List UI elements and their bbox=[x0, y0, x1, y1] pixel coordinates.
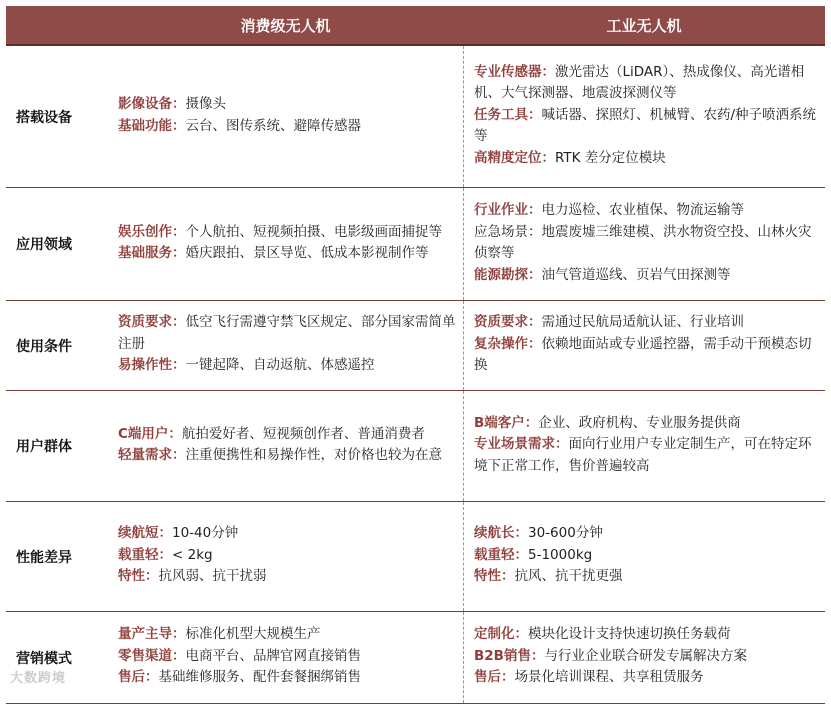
cell-line bbox=[474, 566, 819, 588]
line-value: 基础维修服务、配件套餐捆绑销售 bbox=[158, 669, 361, 686]
line-key: C端用户： bbox=[118, 425, 182, 442]
line-key: 载重轻： bbox=[118, 546, 172, 563]
line-value: 激光雷达（LiDAR）、热成像仪、高光谱相机、大气探测器、地震波探测仪等 bbox=[474, 63, 805, 102]
line-key: 基础功能： bbox=[118, 117, 186, 134]
line-value: 抗风弱、抗干扰弱 bbox=[158, 568, 267, 585]
line-value: 注重便携性和易操作性，对价格也较为在意 bbox=[185, 447, 442, 463]
header-empty bbox=[6, 6, 108, 44]
line-value: 应急场景：地震废墟三维建模、洪水物资空投、山林火灾侦察等 bbox=[474, 223, 812, 261]
line-key: 轻量需求： bbox=[118, 447, 186, 463]
line-key: 载重轻： bbox=[474, 546, 528, 563]
header-industrial: 工业无人机 bbox=[606, 16, 682, 35]
line-value: 与行业企业联合研发专属解决方案 bbox=[544, 647, 747, 664]
table-body bbox=[6, 46, 825, 704]
line-key: 影像设备： bbox=[118, 96, 186, 112]
cell-line bbox=[118, 445, 457, 467]
line-key: 售后： bbox=[118, 669, 159, 686]
cell-line bbox=[474, 334, 819, 377]
line-value: 5-1000kg bbox=[528, 546, 593, 563]
table-header bbox=[6, 6, 825, 46]
line-key: 特性： bbox=[118, 568, 159, 585]
watermark-logo: 大数跨境 bbox=[10, 671, 67, 686]
cell-line bbox=[474, 646, 819, 668]
line-value: 云台、图传系统、避障传感器 bbox=[185, 117, 361, 134]
line-value: 喊话器、探照灯、机械臂、农药/种子喷洒系统等 bbox=[474, 106, 817, 145]
cell-line bbox=[474, 105, 819, 148]
line-key: 专业传感器： bbox=[474, 63, 555, 80]
cell-line bbox=[474, 523, 819, 545]
table-row bbox=[6, 391, 825, 502]
cell-line bbox=[118, 312, 457, 355]
line-value: 油气管道巡线、页岩气田探测等 bbox=[541, 266, 731, 283]
consumer-cell bbox=[108, 46, 463, 187]
line-value: 个人航拍、短视频拍摄、电影级画面捕捉等 bbox=[185, 223, 442, 240]
cell-line bbox=[474, 545, 819, 567]
line-key: 复杂操作： bbox=[474, 335, 542, 352]
industrial-cell bbox=[463, 391, 825, 501]
consumer-cell bbox=[108, 391, 463, 501]
line-key: 售后： bbox=[474, 669, 515, 686]
industrial-cell bbox=[463, 188, 825, 300]
line-value: 摄像头 bbox=[185, 96, 226, 112]
line-value: 30-600分钟 bbox=[528, 525, 603, 542]
cell-line bbox=[118, 424, 457, 446]
line-value: 依赖地面站或专业遥控器，需手动干预模态切换 bbox=[474, 335, 812, 374]
line-key: B2B销售： bbox=[474, 647, 545, 664]
line-key: 零售渠道： bbox=[118, 647, 186, 664]
cell-line bbox=[118, 545, 457, 567]
cell-line bbox=[118, 566, 457, 588]
line-value: 一键起降、自动返航、体感遥控 bbox=[185, 357, 375, 374]
cell-line bbox=[474, 667, 819, 689]
line-value: RTK 差分定位模块 bbox=[555, 149, 666, 166]
row-label: 性能差异 bbox=[16, 549, 72, 566]
line-key: B端客户： bbox=[474, 414, 539, 431]
line-key: 续航长： bbox=[474, 525, 528, 542]
cell-line bbox=[118, 243, 457, 265]
cell-line bbox=[474, 434, 819, 477]
line-key: 行业作业： bbox=[474, 202, 542, 218]
cell-line bbox=[474, 624, 819, 646]
row-label: 使用条件 bbox=[16, 338, 72, 355]
table-row bbox=[6, 46, 825, 188]
cell-line bbox=[474, 413, 819, 435]
table-row bbox=[6, 301, 825, 391]
industrial-cell bbox=[463, 301, 825, 390]
consumer-cell bbox=[108, 502, 463, 611]
line-value: 抗风、抗干扰更强 bbox=[514, 568, 623, 585]
line-key: 专业场景需求： bbox=[474, 436, 569, 453]
line-key: 易操作性： bbox=[118, 357, 186, 374]
line-value: < 2kg bbox=[172, 546, 213, 563]
industrial-cell bbox=[463, 612, 825, 703]
table-row bbox=[6, 502, 825, 612]
cell-line bbox=[118, 523, 457, 545]
header-consumer: 消费级无人机 bbox=[240, 16, 331, 35]
line-value: 面向行业用户专业定制生产，可在特定环境下正常工作，售价普遍较高 bbox=[474, 436, 812, 474]
cell-line bbox=[118, 667, 457, 689]
cell-line bbox=[118, 94, 457, 116]
comparison-table bbox=[6, 6, 825, 704]
row-label: 营销模式 bbox=[16, 650, 72, 667]
line-key: 高精度定位： bbox=[474, 149, 555, 166]
line-key: 量产主导： bbox=[118, 626, 186, 643]
row-label: 搭载设备 bbox=[16, 109, 72, 126]
line-key: 特性： bbox=[474, 568, 515, 585]
industrial-cell bbox=[463, 46, 825, 187]
cell-line bbox=[118, 116, 457, 138]
line-value: 场景化培训课程、共享租赁服务 bbox=[514, 669, 704, 686]
consumer-cell bbox=[108, 301, 463, 390]
line-value: 需通过民航局适航认证、行业培训 bbox=[541, 314, 744, 331]
line-key: 能源勘探： bbox=[474, 266, 542, 283]
cell-line bbox=[474, 312, 819, 334]
cell-line bbox=[474, 222, 819, 265]
line-value: 电力巡检、农业植保、物流运输等 bbox=[541, 202, 744, 218]
cell-line bbox=[118, 222, 457, 244]
line-key: 续航短： bbox=[118, 525, 172, 542]
line-value: 电商平台、品牌官网直接销售 bbox=[185, 647, 361, 664]
table-row bbox=[6, 188, 825, 301]
line-value: 婚庆跟拍、景区导览、低成本影视制作等 bbox=[185, 245, 429, 261]
cell-line bbox=[118, 646, 457, 668]
line-key: 任务工具： bbox=[474, 106, 542, 123]
line-value: 低空飞行需遵守禁飞区规定、部分国家需简单注册 bbox=[118, 314, 456, 352]
line-value: 企业、政府机构、专业服务提供商 bbox=[538, 414, 741, 431]
line-value: 10-40分钟 bbox=[172, 525, 239, 542]
consumer-cell bbox=[108, 188, 463, 300]
cell-line bbox=[474, 62, 819, 105]
line-key: 娱乐创作： bbox=[118, 223, 186, 240]
consumer-cell bbox=[108, 612, 463, 703]
row-label: 用户群体 bbox=[16, 439, 72, 455]
industrial-cell bbox=[463, 502, 825, 611]
cell-line bbox=[474, 200, 819, 222]
cell-line bbox=[474, 265, 819, 287]
cell-line bbox=[118, 624, 457, 646]
line-value: 航拍爱好者、短视频创作者、普通消费者 bbox=[181, 425, 425, 442]
line-key: 资质要求： bbox=[118, 314, 186, 331]
cell-line bbox=[118, 355, 457, 377]
line-key: 基础服务： bbox=[118, 245, 186, 261]
cell-line bbox=[474, 148, 819, 170]
line-key: 定制化： bbox=[474, 626, 528, 643]
table-row bbox=[6, 612, 825, 704]
row-label: 应用领域 bbox=[16, 237, 72, 253]
line-value: 标准化机型大规模生产 bbox=[185, 626, 321, 643]
line-value: 模块化设计支持快速切换任务载荷 bbox=[528, 626, 731, 643]
line-key: 资质要求： bbox=[474, 314, 542, 331]
